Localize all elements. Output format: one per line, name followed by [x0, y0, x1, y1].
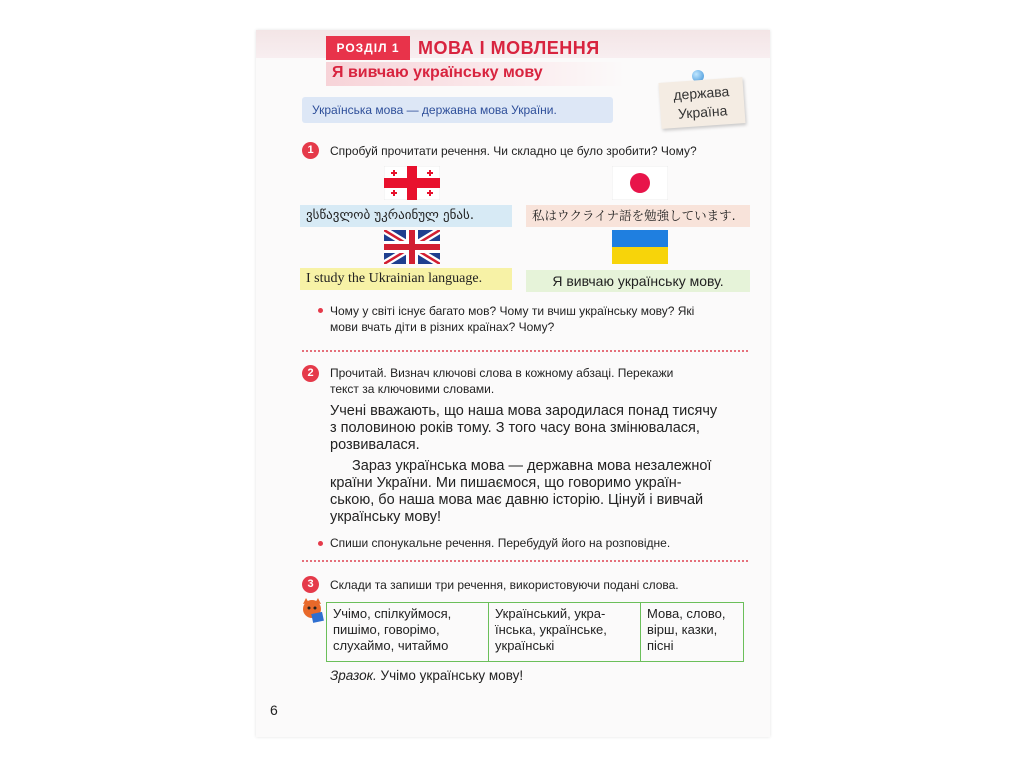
phrase-english: I study the Ukrainian language.: [300, 268, 512, 290]
note-card-line2: Україна: [677, 102, 728, 122]
note-card: [658, 77, 745, 129]
mascot-icon: [298, 596, 328, 626]
paragraph-line: українську мову!: [330, 509, 442, 525]
cell-line: Мова, слово,: [647, 606, 726, 621]
rule-box: Українська мова — державна мова України.: [302, 97, 613, 123]
cell-line: їнська, українське,: [495, 622, 607, 637]
cell-line: Учімо, спілкуймося,: [333, 606, 452, 621]
task1-text: Спробуй прочитати речення. Чи складно це було зробити? Чому?: [330, 144, 697, 158]
phrase-ukrainian: Я вивчаю українську мову.: [526, 270, 750, 292]
paragraph-line: з половиною років тому. З того часу вона змінювалася,: [330, 420, 700, 436]
word-table-cell-nouns: [641, 603, 742, 661]
phrase-georgian: ვსწავლობ უკრაინულ ენას.: [300, 205, 512, 227]
uk-flag-icon: [384, 230, 440, 264]
task2-text-line2: текст за ключовими словами.: [330, 382, 495, 396]
section-title: МОВА І МОВЛЕННЯ: [418, 38, 600, 58]
bullet-marker: [318, 308, 323, 313]
task3-text: Склади та запиши три речення, використовуючи подані слова.: [330, 578, 679, 592]
japan-flag-icon: [612, 166, 668, 200]
word-table: [326, 602, 744, 662]
sample-label: Зразок.: [330, 668, 377, 683]
cell-line: українські: [495, 638, 555, 653]
textbook-page: [256, 30, 770, 737]
task2-bullet: Спиши спонукальне речення. Перебудуй його на розповідне.: [330, 536, 671, 550]
task-number: 2: [302, 365, 319, 382]
task1-question-line1: Чому у світі існує багато мов? Чому ти вчиш українську мову? Які: [330, 304, 695, 318]
bullet-marker: [318, 541, 323, 546]
phrase-japanese: 私はウクライナ語を勉強しています.: [526, 205, 750, 227]
paragraph-line: Учені вважають, що наша мова зародилася понад тисячу: [330, 403, 718, 419]
sample-sentence: [330, 668, 523, 683]
task-number: 3: [302, 576, 319, 593]
paragraph-line: країни України. Ми пишаємося, що говоримо україн-: [330, 475, 682, 491]
paragraph-line: Зараз українська мова — державна мова незалежної: [352, 458, 712, 474]
word-table-cell-adjectives: [489, 603, 641, 661]
reading-paragraph-1: [330, 403, 750, 454]
cell-line: слухаймо, читаймо: [333, 638, 449, 653]
task1-question-line2: мови вчать діти в різних країнах? Чому?: [330, 320, 555, 334]
sample-text: Учімо українську мову!: [380, 668, 524, 683]
ukraine-flag-icon: [612, 230, 668, 264]
cell-line: пишімо, говорімо,: [333, 622, 440, 637]
reading-paragraph-2: [330, 458, 750, 526]
page-number: 6: [270, 702, 278, 718]
cell-line: пісні: [647, 638, 674, 653]
divider: [302, 560, 748, 562]
topic-title: Я вивчаю українську мову: [332, 64, 543, 81]
task-number: 1: [302, 142, 319, 159]
paragraph-line: ською, бо наша мова має давню історію. Цінуй і вивчай: [330, 492, 704, 508]
word-table-cell-verbs: [327, 603, 489, 661]
note-card-line1: держава: [672, 83, 730, 103]
georgia-flag-icon: [384, 166, 440, 200]
section-badge: РОЗДІЛ 1: [326, 36, 410, 60]
task2-text-line1: Прочитай. Визнач ключові слова в кожному абзаці. Перекажи: [330, 366, 674, 380]
cell-line: Український, укра-: [495, 606, 606, 621]
cell-line: вірш, казки,: [647, 622, 718, 637]
divider: [302, 350, 748, 352]
paragraph-line: розвивалася.: [330, 437, 420, 453]
